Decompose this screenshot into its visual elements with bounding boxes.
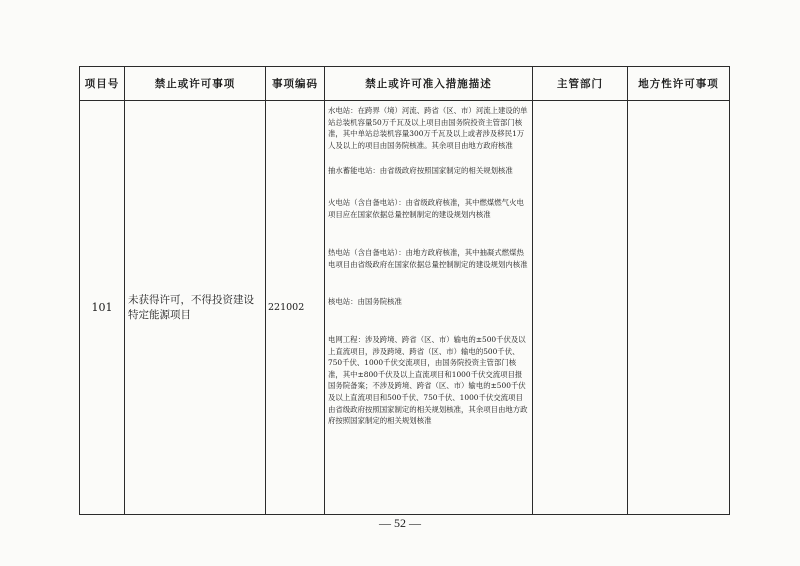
cell-local-license [628,101,730,515]
cell-item-no: 101 [80,101,125,515]
measure-pumped-storage: 抽水蓄能电站：由省级政府按照国家制定的相关规划核准 [328,166,513,176]
cell-item-name: 未获得许可，不得投资建设特定能源项目 [125,101,266,515]
measure-nuclear: 核电站：由国务院核准 [328,297,402,307]
cell-item-code: 221002 [266,101,325,515]
measure-thermal-power: 火电站（含自备电站）：由省级政府核准，其中燃煤燃气火电项目应在国家依据总量控制制定的建设规划内核准 [328,197,524,219]
header-item-name: 禁止或许可事项 [125,67,266,101]
cell-department [533,101,628,515]
measure-cogeneration: 热电站（含自备电站）：由地方政府核准，其中抽凝式燃煤热电项目由省级政府在国家依据总量控制制定的建设规划内核准 [328,248,528,269]
header-item-no: 项目号 [80,67,125,101]
header-item-code: 事项编码 [266,67,325,101]
measure-power-grid: 电网工程：涉及跨境、跨省（区、市）输电的±500千伏及以上直流项目，涉及跨境、跨省（区、市）输电的500千伏、750千伏、1000千伏交流项目，由国务院投资主管部门核准，其中±800千伏及以上直流项目和1000千伏交流项目报国务院备案；不涉及跨境、跨省（区、市）输电的±500千伏及以上直流项目和500千伏、750千伏、1000千伏交流项目由省级政府按照国家制定的相关规划核准，其余项目由地方政府按照国家制定的相关规划核准 [328,334,528,426]
header-department: 主管部门 [533,67,628,101]
table-row [80,101,730,515]
measure-hydropower: 水电站：在跨界（境）河流、跨省（区、市）河流上建设的单站总装机容量50万千瓦及以上项目由国务院投资主管部门核准，其中单站总装机容量300万千瓦及以上或者涉及移民1万人及以上的项目由国务院核准。其余项目由地方政府核准 [328,106,528,150]
page-number: — 52 — [379,516,421,530]
regulation-table [79,66,730,515]
table-header-row [80,67,730,101]
cell-measures [325,101,533,515]
header-measures: 禁止或许可准入措施描述 [325,67,533,101]
header-local-license: 地方性许可事项 [628,67,730,101]
